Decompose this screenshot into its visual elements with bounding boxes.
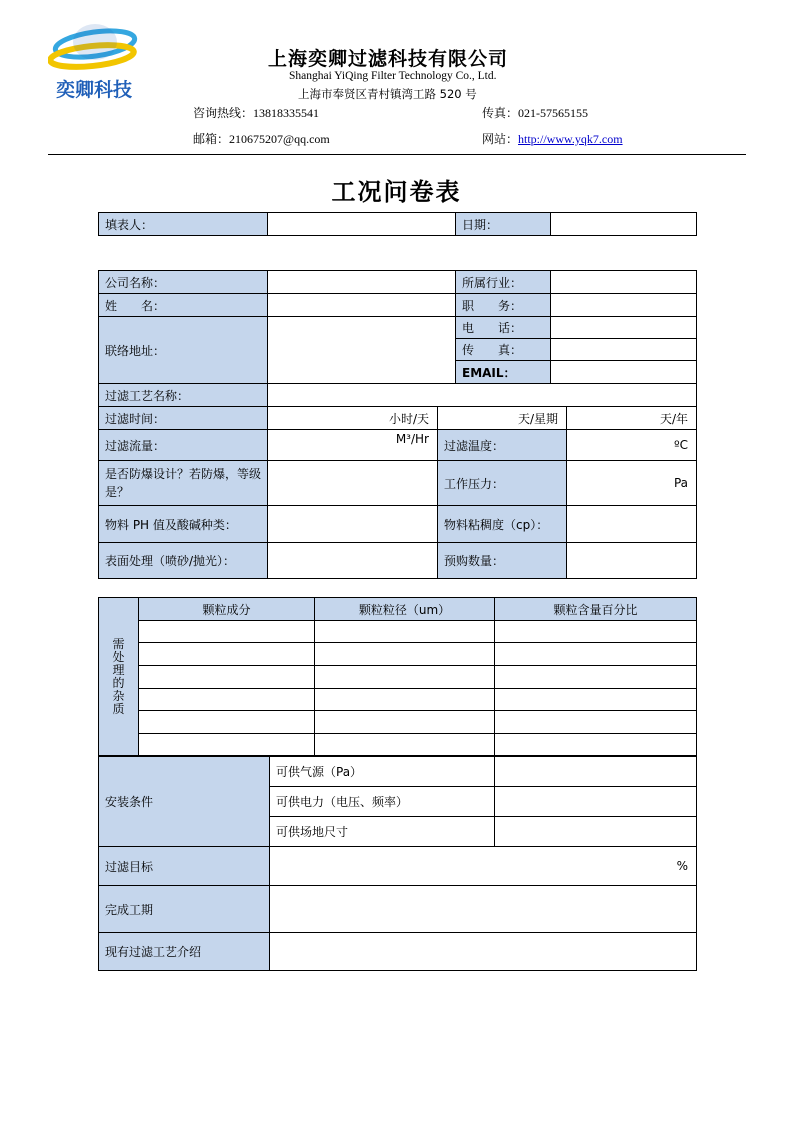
email-label: 邮箱：: [193, 132, 230, 146]
power-label: 可供电力（电压、频率）: [269, 786, 495, 817]
impurity-cell[interactable]: [494, 642, 697, 666]
days-per-week-field[interactable]: [437, 406, 567, 430]
power-field[interactable]: [494, 786, 697, 817]
impurity-cell[interactable]: [138, 642, 315, 666]
col-percent: 颗粒含量百分比: [494, 597, 697, 621]
impurity-title-char: 理: [112, 662, 125, 677]
impurity-cell[interactable]: [138, 665, 315, 689]
target-label: 过滤目标: [98, 846, 270, 886]
air-field[interactable]: [494, 756, 697, 787]
website-link[interactable]: http://www.yqk7.com: [518, 132, 623, 146]
flow-field[interactable]: [267, 429, 438, 461]
hotline-value: 13818335541: [253, 106, 320, 120]
existing-process-field[interactable]: [269, 932, 697, 971]
viscosity-label: 物料粘稠度（cp）：: [437, 505, 567, 543]
company-name-en: Shanghai YiQing Filter Technology Co., Ltd.: [289, 70, 497, 82]
temperature-unit: ºC: [673, 438, 688, 452]
date-label: 日期：: [455, 212, 551, 236]
industry-field[interactable]: [550, 270, 697, 294]
impurity-cell[interactable]: [494, 710, 697, 734]
impurity-cell[interactable]: [314, 665, 495, 689]
ph-field[interactable]: [267, 505, 438, 543]
header-divider: [48, 154, 746, 155]
fax: [482, 104, 588, 121]
company-address: 上海市奉贤区青村镇湾工路 520 号: [298, 87, 477, 101]
impurity-cell[interactable]: [138, 733, 315, 756]
name-field[interactable]: [267, 293, 456, 317]
impurity-cell[interactable]: [314, 733, 495, 756]
quantity-label: 预购数量：: [437, 542, 567, 579]
impurity-title: [98, 597, 139, 756]
logo-text: 奕卿科技: [55, 79, 133, 101]
target-field[interactable]: [269, 846, 697, 886]
site-field[interactable]: [494, 816, 697, 847]
impurity-title-char: 的: [112, 675, 125, 690]
phone-label: 电 话：: [455, 316, 551, 339]
impurity-cell[interactable]: [138, 710, 315, 734]
process-name-field[interactable]: [267, 383, 697, 407]
impurity-title-char: 质: [112, 701, 125, 716]
col-component: 颗粒成分: [138, 597, 315, 621]
ph-label: 物料 PH 值及酸碱种类：: [98, 505, 268, 543]
install-label: 安装条件: [98, 756, 270, 847]
filler-label: 填表人：: [98, 212, 268, 236]
email-field[interactable]: [550, 360, 697, 384]
impurity-title-char: 杂: [112, 688, 125, 703]
impurity-cell[interactable]: [494, 688, 697, 711]
viscosity-field[interactable]: [566, 505, 697, 543]
date-field[interactable]: [550, 212, 697, 236]
days-per-year-unit: 天/年: [659, 411, 688, 426]
existing-process-label: 现有过滤工艺介绍: [98, 932, 270, 971]
impurity-cell[interactable]: [314, 710, 495, 734]
site-label: 可供场地尺寸: [269, 816, 495, 847]
target-unit: %: [676, 859, 688, 873]
fax-value: 021-57565155: [518, 106, 589, 120]
impurity-cell[interactable]: [314, 642, 495, 666]
surface-field[interactable]: [267, 542, 438, 579]
name-label: 姓 名：: [98, 293, 268, 317]
filter-time-label: 过滤时间：: [98, 406, 268, 430]
impurity-cell[interactable]: [494, 733, 697, 756]
address-label: 联络地址：: [98, 316, 268, 384]
period-field[interactable]: [269, 885, 697, 933]
pressure-field[interactable]: [566, 460, 697, 506]
days-per-year-field[interactable]: [566, 406, 697, 430]
impurity-title-char: 需: [112, 636, 125, 651]
air-label: 可供气源（Pa）: [269, 756, 495, 787]
period-label: 完成工期: [98, 885, 270, 933]
temperature-field[interactable]: [566, 429, 697, 461]
explosion-proof-field[interactable]: [267, 460, 438, 506]
email: [193, 130, 330, 147]
website-label: 网站：: [482, 132, 519, 146]
position-label: 职 务：: [455, 293, 551, 317]
email-field-label: EMAIL：: [455, 360, 551, 384]
impurity-cell[interactable]: [314, 688, 495, 711]
industry-label: 所属行业：: [455, 270, 551, 294]
fax-label: 传真：: [482, 106, 519, 120]
impurity-cell[interactable]: [494, 665, 697, 689]
address-field[interactable]: [267, 316, 456, 384]
impurity-title-char: 处: [112, 649, 125, 664]
position-field[interactable]: [550, 293, 697, 317]
company-logo: [48, 14, 140, 104]
quantity-field[interactable]: [566, 542, 697, 579]
impurity-cell[interactable]: [314, 620, 495, 643]
phone-field[interactable]: [550, 316, 697, 339]
company-name-cn: 上海奕卿过滤科技有限公司: [268, 49, 509, 70]
temperature-label: 过滤温度：: [437, 429, 567, 461]
hotline: [193, 104, 319, 121]
fax-field-label: 传 真：: [455, 338, 551, 361]
filler-field[interactable]: [267, 212, 456, 236]
company-name-field[interactable]: [267, 270, 456, 294]
process-name-label: 过滤工艺名称：: [98, 383, 268, 407]
flow-unit: M³/Hr: [395, 432, 429, 446]
col-size: 颗粒粒径（um）: [314, 597, 495, 621]
impurity-cell[interactable]: [138, 688, 315, 711]
days-per-week-unit: 天/星期: [517, 411, 558, 426]
email-value: 210675207@qq.com: [229, 132, 330, 146]
hotline-label: 咨询热线：: [193, 106, 254, 120]
pressure-label: 工作压力：: [437, 460, 567, 506]
website: [482, 130, 623, 147]
explosion-proof-label: 是否防爆设计？若防爆，等级是？: [98, 460, 268, 506]
pressure-unit: Pa: [673, 476, 688, 490]
surface-label: 表面处理（喷砂/抛光）：: [98, 542, 268, 579]
hours-per-day-unit: 小时/天: [388, 411, 429, 426]
fax-field[interactable]: [550, 338, 697, 361]
company-name-label: 公司名称：: [98, 270, 268, 294]
flow-label: 过滤流量：: [98, 429, 268, 461]
hours-per-day-field[interactable]: [267, 406, 438, 430]
page-title: 工况问卷表: [331, 180, 462, 206]
impurity-cell[interactable]: [138, 620, 315, 643]
impurity-cell[interactable]: [494, 620, 697, 643]
